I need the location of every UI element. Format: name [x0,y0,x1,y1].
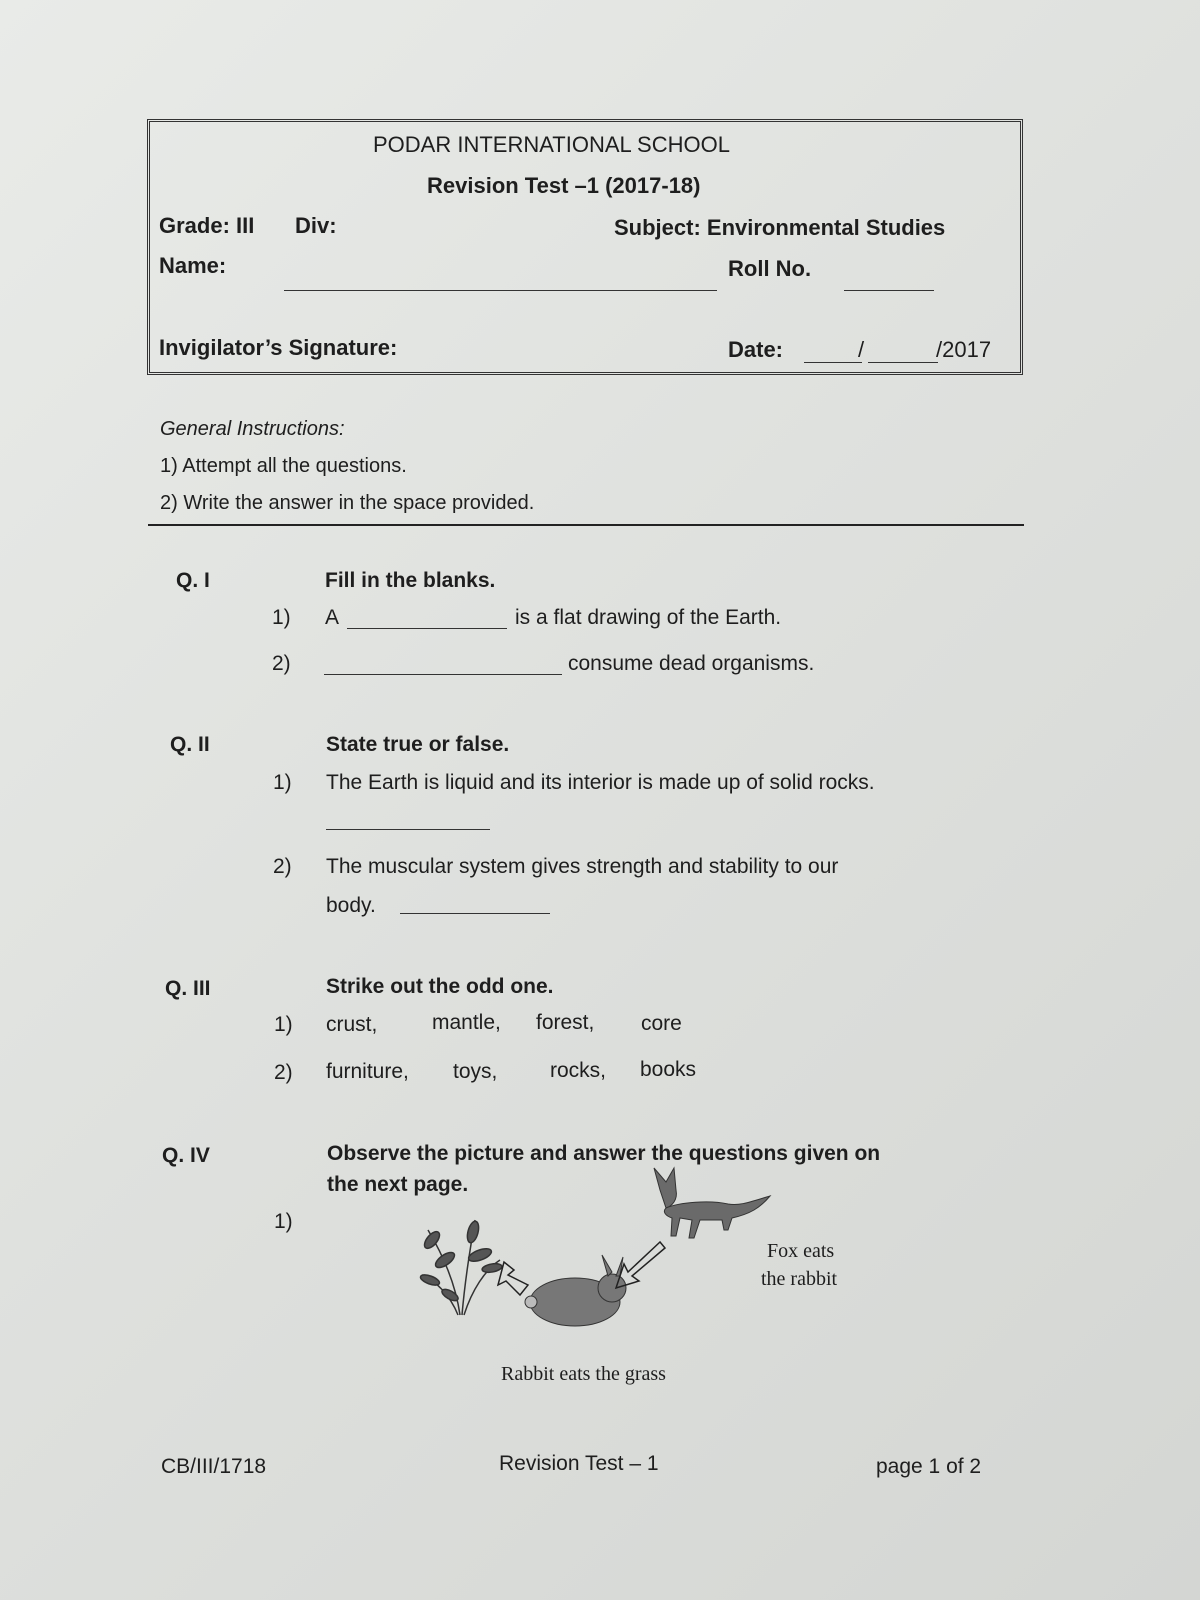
q1-item-number: 2) [272,652,291,675]
q2-item-text: The muscular system gives strength and stability to our [326,855,839,878]
odd-word[interactable]: books [640,1058,697,1081]
q4-label: Q. IV [162,1144,210,1167]
date-year: /2017 [936,337,992,362]
q2-title: State true or false. [326,733,510,756]
odd-word[interactable]: crust, [326,1013,378,1036]
grass-plant-icon [419,1220,502,1315]
grade-label: Grade: III [159,213,255,238]
divider-rule [148,524,1024,526]
odd-word[interactable]: forest, [536,1011,595,1034]
q2-item-number: 1) [273,771,292,794]
roll-label: Roll No. [728,256,812,281]
roll-blank[interactable] [844,290,934,291]
q3-label: Q. III [165,977,211,1000]
answer-blank[interactable] [326,829,490,830]
date-month-blank[interactable] [868,362,938,363]
footer-code: CB/III/1718 [161,1455,267,1478]
instructions-title: General Instructions: [160,418,345,440]
odd-word[interactable]: core [641,1012,682,1035]
odd-word[interactable]: rocks, [550,1059,607,1082]
q1-item-text: consume dead organisms. [568,652,815,675]
name-label: Name: [159,253,227,278]
fox-caption-line1: Fox eats [767,1240,835,1262]
q1-item-text: is a flat drawing of the Earth. [515,606,782,629]
odd-word[interactable]: furniture, [326,1060,409,1083]
q1-label: Q. I [176,569,210,592]
q4-item-number: 1) [274,1210,293,1233]
answer-blank[interactable] [347,628,507,629]
instruction-item: 1) Attempt all the questions. [160,455,407,477]
q1-item-text: A [325,606,340,629]
answer-blank[interactable] [324,674,562,675]
fox-caption-line2: the rabbit [761,1268,838,1290]
instruction-item: 2) Write the answer in the space provided. [160,492,535,514]
q1-title: Fill in the blanks. [325,569,496,592]
school-name: PODAR INTERNATIONAL SCHOOL [373,132,730,157]
food-chain-illustration [410,1160,810,1360]
q2-item-text-continued: body. [326,894,376,917]
q4-title-continued: the next page. [327,1173,469,1196]
date-separator: / [858,337,865,362]
q3-item-number: 2) [274,1061,293,1084]
q2-item-text: The Earth is liquid and its interior is made up of solid rocks. [326,771,875,794]
div-label: Div: [295,213,337,238]
fox-icon [654,1168,770,1238]
answer-blank[interactable] [400,913,550,914]
q3-title: Strike out the odd one. [326,975,554,998]
q2-item-number: 2) [273,855,292,878]
rabbit-caption: Rabbit eats the grass [501,1363,666,1385]
arrow-to-grass-icon [498,1262,528,1295]
q1-item-number: 1) [272,606,291,629]
odd-word[interactable]: toys, [453,1060,498,1083]
footer-title: Revision Test – 1 [499,1452,659,1475]
q2-label: Q. II [170,733,210,756]
date-label: Date: [728,337,784,362]
q3-item-number: 1) [274,1013,293,1036]
page-number: page 1 of 2 [876,1455,982,1478]
q4-title: Observe the picture and answer the questions given on [327,1142,881,1165]
invigilator-label: Invigilator’s Signature: [159,335,398,360]
odd-word[interactable]: mantle, [432,1011,501,1034]
rabbit-icon [525,1255,626,1326]
date-day-blank[interactable] [804,362,862,363]
name-blank[interactable] [284,290,717,291]
subject-label: Subject: Environmental Studies [614,215,946,240]
test-title: Revision Test –1 (2017-18) [427,173,701,198]
